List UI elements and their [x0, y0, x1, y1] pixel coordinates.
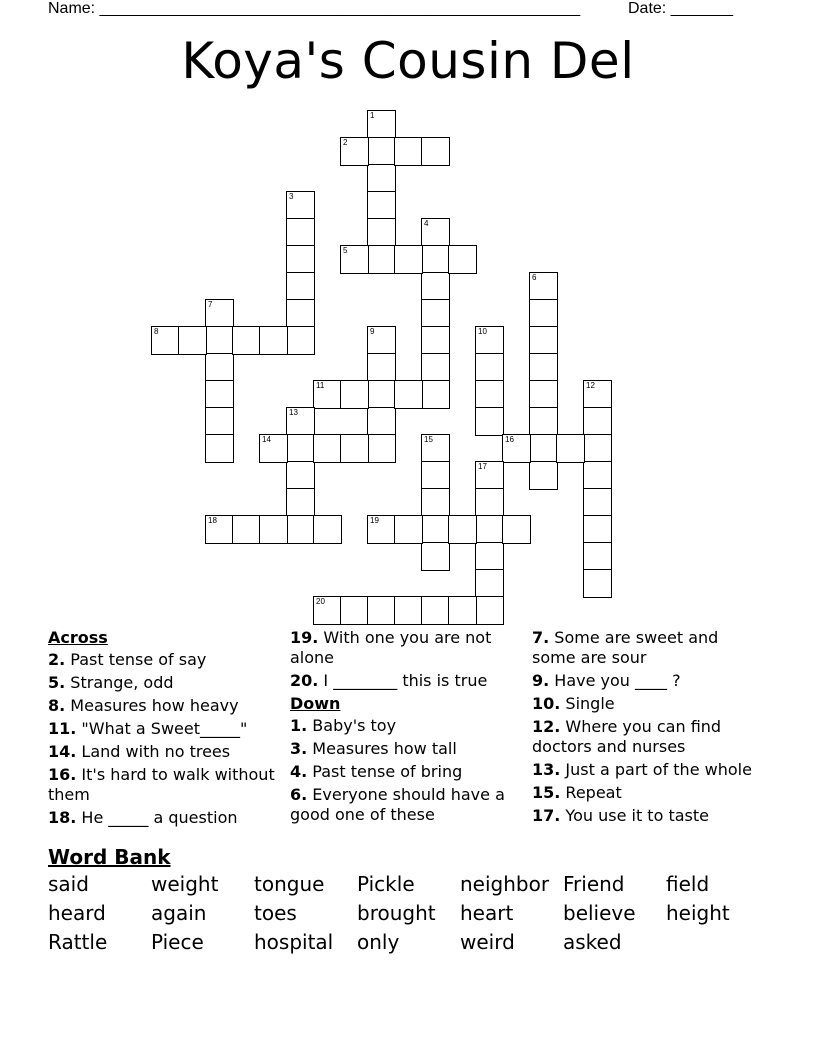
grid-cell[interactable]	[367, 596, 396, 625]
grid-cell[interactable]	[502, 434, 531, 463]
clue-number: 17	[478, 462, 487, 471]
clue	[48, 719, 280, 739]
clue	[290, 739, 522, 759]
clue-number: 3	[289, 192, 294, 201]
word-bank-word: Piece	[151, 930, 204, 954]
clue-number: 12	[586, 381, 595, 390]
grid-cell[interactable]	[583, 380, 612, 409]
grid-cell[interactable]	[367, 137, 396, 166]
grid-cell[interactable]	[475, 407, 504, 436]
grid-cell[interactable]	[313, 380, 342, 409]
clue-number: 13.	[532, 760, 561, 779]
grid-cell[interactable]	[340, 434, 369, 463]
clue-text: "What a Sweet_____"	[76, 719, 248, 738]
grid-cell[interactable]	[421, 596, 450, 625]
clue-number: 5	[343, 246, 348, 255]
clue-number: 20	[316, 597, 325, 606]
clue	[532, 717, 764, 757]
grid-cell[interactable]	[340, 137, 369, 166]
clue-number: 14.	[48, 742, 77, 761]
grid-cell[interactable]	[205, 353, 234, 382]
grid-cell[interactable]	[448, 515, 477, 544]
clue-number: 4.	[290, 762, 308, 781]
grid-cell[interactable]	[178, 326, 207, 355]
grid-cell[interactable]	[367, 191, 396, 220]
clue-text: Measures how heavy	[65, 696, 239, 715]
grid-cell[interactable]	[529, 353, 558, 382]
clue-number: 7.	[532, 628, 550, 647]
grid-cell[interactable]	[421, 137, 450, 166]
grid-cell[interactable]	[583, 515, 612, 544]
clue	[290, 671, 522, 691]
grid-cell[interactable]	[529, 407, 558, 436]
clue-text: Single	[560, 694, 615, 713]
down-clue-list-continued	[532, 628, 764, 826]
down-clue-list	[290, 716, 522, 825]
word-bank-word: again	[151, 901, 207, 925]
grid-cell[interactable]	[421, 245, 450, 274]
grid-cell[interactable]	[340, 596, 369, 625]
grid-cell[interactable]	[286, 461, 315, 490]
grid-cell[interactable]	[529, 299, 558, 328]
grid-cell[interactable]	[367, 245, 396, 274]
grid-cell[interactable]	[394, 380, 423, 409]
grid-cell[interactable]	[286, 272, 315, 301]
word-bank-word: heart	[460, 901, 514, 925]
clue-text: Strange, odd	[65, 673, 174, 692]
grid-cell[interactable]	[367, 164, 396, 193]
word-bank-word: Rattle	[48, 930, 108, 954]
clue-number: 6	[532, 273, 537, 282]
grid-cell[interactable]	[502, 515, 531, 544]
grid-cell[interactable]	[394, 596, 423, 625]
grid-cell[interactable]	[421, 488, 450, 517]
word-bank-word: weight	[151, 872, 219, 896]
across-heading: Across	[48, 628, 108, 647]
clue-number: 10	[478, 327, 487, 336]
grid-cell[interactable]	[367, 380, 396, 409]
clue-text: Have you ____ ?	[549, 671, 681, 690]
grid-cell[interactable]	[394, 515, 423, 544]
grid-cell[interactable]	[286, 515, 315, 544]
clue-number: 18	[208, 516, 217, 525]
grid-cell[interactable]	[367, 110, 396, 139]
clue-text: Past tense of say	[65, 650, 207, 669]
clue-text: Just a part of the whole	[560, 760, 752, 779]
clue	[532, 694, 764, 714]
grid-cell[interactable]	[286, 245, 315, 274]
clue-text: You use it to taste	[560, 806, 709, 825]
word-bank-word: only	[357, 930, 400, 954]
grid-cell[interactable]	[367, 353, 396, 382]
grid-cell[interactable]	[421, 434, 450, 463]
word-bank-word: Pickle	[357, 872, 415, 896]
word-bank-word: heard	[48, 901, 106, 925]
grid-cell[interactable]	[286, 299, 315, 328]
clue-text: Everyone should have a good one of these	[290, 785, 505, 824]
clue	[532, 628, 764, 668]
clue-number: 11	[316, 381, 325, 390]
grid-cell[interactable]	[421, 272, 450, 301]
grid-cell[interactable]	[475, 488, 504, 517]
clue-number: 16	[505, 435, 514, 444]
word-bank-word: height	[666, 901, 730, 925]
word-bank-word: Friend	[563, 872, 625, 896]
grid-cell[interactable]	[583, 542, 612, 571]
name-field-label[interactable]: Name: ______________________________________________________	[48, 0, 581, 17]
grid-cell[interactable]	[421, 218, 450, 247]
word-bank-word: tongue	[254, 872, 325, 896]
grid-cell[interactable]	[259, 434, 288, 463]
grid-cell[interactable]	[529, 461, 558, 490]
grid-cell[interactable]	[205, 299, 234, 328]
clue-number: 7	[208, 300, 213, 309]
grid-cell[interactable]	[475, 569, 504, 598]
grid-cell[interactable]	[367, 326, 396, 355]
grid-cell[interactable]	[421, 515, 450, 544]
grid-cell[interactable]	[313, 515, 342, 544]
clues-column-1	[48, 628, 280, 831]
grid-cell[interactable]	[529, 380, 558, 409]
clue-text: With one you are not alone	[290, 628, 492, 667]
grid-cell[interactable]	[421, 326, 450, 355]
grid-cell[interactable]	[475, 353, 504, 382]
clue-number: 9.	[532, 671, 550, 690]
grid-cell[interactable]	[475, 596, 504, 625]
clue-number: 19.	[290, 628, 319, 647]
clue	[48, 650, 280, 670]
grid-cell[interactable]	[583, 407, 612, 436]
clue-text: I ________ this is true	[318, 671, 488, 690]
page-title: Koya's Cousin Del	[181, 32, 635, 90]
grid-cell[interactable]	[448, 596, 477, 625]
clue-text: Baby's toy	[307, 716, 397, 735]
clue-text: Measures how tall	[307, 739, 457, 758]
grid-cell[interactable]	[367, 407, 396, 436]
clue	[290, 785, 522, 825]
clue-number: 4	[424, 219, 429, 228]
clue-number: 19	[370, 516, 379, 525]
word-bank-word: field	[666, 872, 710, 896]
word-bank-word: toes	[254, 901, 297, 925]
clue-number: 1.	[290, 716, 308, 735]
grid-cell[interactable]	[367, 515, 396, 544]
word-bank-word: asked	[563, 930, 622, 954]
across-clue-list	[48, 650, 280, 828]
grid-cell[interactable]	[421, 542, 450, 571]
clue-text: He _____ a question	[76, 808, 238, 827]
clue	[532, 760, 764, 780]
grid-cell[interactable]	[259, 326, 288, 355]
clue-number: 14	[262, 435, 271, 444]
grid-cell[interactable]	[205, 407, 234, 436]
grid-cell[interactable]	[286, 326, 315, 355]
clue	[48, 765, 280, 805]
clue-text: Where you can find doctors and nurses	[532, 717, 722, 756]
word-bank-word: believe	[563, 901, 636, 925]
grid-cell[interactable]	[475, 380, 504, 409]
clue-number: 15.	[532, 783, 561, 802]
clue-text: It's hard to walk without them	[48, 765, 275, 804]
word-bank-word: said	[48, 872, 89, 896]
clue-number: 2.	[48, 650, 66, 669]
grid-cell[interactable]	[205, 326, 234, 355]
grid-cell[interactable]	[259, 515, 288, 544]
word-bank-word: weird	[460, 930, 515, 954]
grid-cell[interactable]	[286, 191, 315, 220]
grid-cell[interactable]	[529, 326, 558, 355]
clue-number: 16.	[48, 765, 77, 784]
clue-number: 15	[424, 435, 433, 444]
grid-cell[interactable]	[340, 245, 369, 274]
clue-number: 8.	[48, 696, 66, 715]
clue-number: 6.	[290, 785, 308, 804]
grid-cell[interactable]	[205, 434, 234, 463]
grid-cell[interactable]	[583, 488, 612, 517]
clue-number: 13	[289, 408, 298, 417]
grid-cell[interactable]	[556, 434, 585, 463]
grid-cell[interactable]	[232, 326, 261, 355]
clue-text: Repeat	[560, 783, 622, 802]
clue-number: 5.	[48, 673, 66, 692]
clue	[48, 673, 280, 693]
grid-cell[interactable]	[421, 380, 450, 409]
grid-cell[interactable]	[151, 326, 180, 355]
grid-cell[interactable]	[475, 326, 504, 355]
grid-cell[interactable]	[583, 569, 612, 598]
clue	[290, 762, 522, 782]
grid-cell[interactable]	[313, 434, 342, 463]
clue	[532, 806, 764, 826]
grid-cell[interactable]	[286, 407, 315, 436]
clue	[48, 696, 280, 716]
clue-number: 11.	[48, 719, 77, 738]
clue-number: 9	[370, 327, 375, 336]
clue	[532, 783, 764, 803]
clue	[48, 808, 280, 828]
clue-text: Land with no trees	[76, 742, 231, 761]
grid-cell[interactable]	[313, 596, 342, 625]
grid-cell[interactable]	[394, 245, 423, 274]
grid-cell[interactable]	[205, 515, 234, 544]
grid-cell[interactable]	[583, 434, 612, 463]
clue-number: 3.	[290, 739, 308, 758]
word-bank	[48, 872, 768, 955]
grid-cell[interactable]	[529, 434, 558, 463]
word-bank-word: brought	[357, 901, 436, 925]
clue-number: 2	[343, 138, 348, 147]
clues-column-2	[290, 628, 522, 828]
grid-cell[interactable]	[340, 380, 369, 409]
grid-cell[interactable]	[583, 461, 612, 490]
grid-cell[interactable]	[286, 488, 315, 517]
clue-number: 18.	[48, 808, 77, 827]
clue	[532, 671, 764, 691]
word-bank-title: Word Bank	[48, 845, 171, 869]
grid-cell[interactable]	[475, 515, 504, 544]
clue-number: 1	[370, 111, 375, 120]
grid-cell[interactable]	[475, 461, 504, 490]
word-bank-word: neighbor	[460, 872, 550, 896]
clue-number: 8	[154, 327, 159, 336]
clue	[290, 716, 522, 736]
grid-cell[interactable]	[529, 272, 558, 301]
clue-number: 12.	[532, 717, 561, 736]
clues-column-3	[532, 628, 764, 829]
grid-cell[interactable]	[421, 461, 450, 490]
grid-cell[interactable]	[394, 137, 423, 166]
word-bank-word: hospital	[254, 930, 334, 954]
grid-cell[interactable]	[421, 353, 450, 382]
grid-cell[interactable]	[205, 380, 234, 409]
clue-text: Past tense of bring	[307, 762, 463, 781]
grid-cell[interactable]	[421, 299, 450, 328]
grid-cell[interactable]	[286, 218, 315, 247]
grid-cell[interactable]	[367, 434, 396, 463]
grid-cell[interactable]	[475, 542, 504, 571]
clue-text: Some are sweet and some are sour	[532, 628, 719, 667]
date-field-label[interactable]: Date: _______	[628, 0, 733, 17]
clue-number: 10.	[532, 694, 561, 713]
grid-cell[interactable]	[448, 245, 477, 274]
clue	[48, 742, 280, 762]
clue-number: 20.	[290, 671, 319, 690]
grid-cell[interactable]	[367, 218, 396, 247]
across-clue-list-continued	[290, 628, 522, 691]
grid-cell[interactable]	[286, 434, 315, 463]
down-heading: Down	[290, 694, 341, 713]
grid-cell[interactable]	[232, 515, 261, 544]
clue	[290, 628, 522, 668]
clue-number: 17.	[532, 806, 561, 825]
